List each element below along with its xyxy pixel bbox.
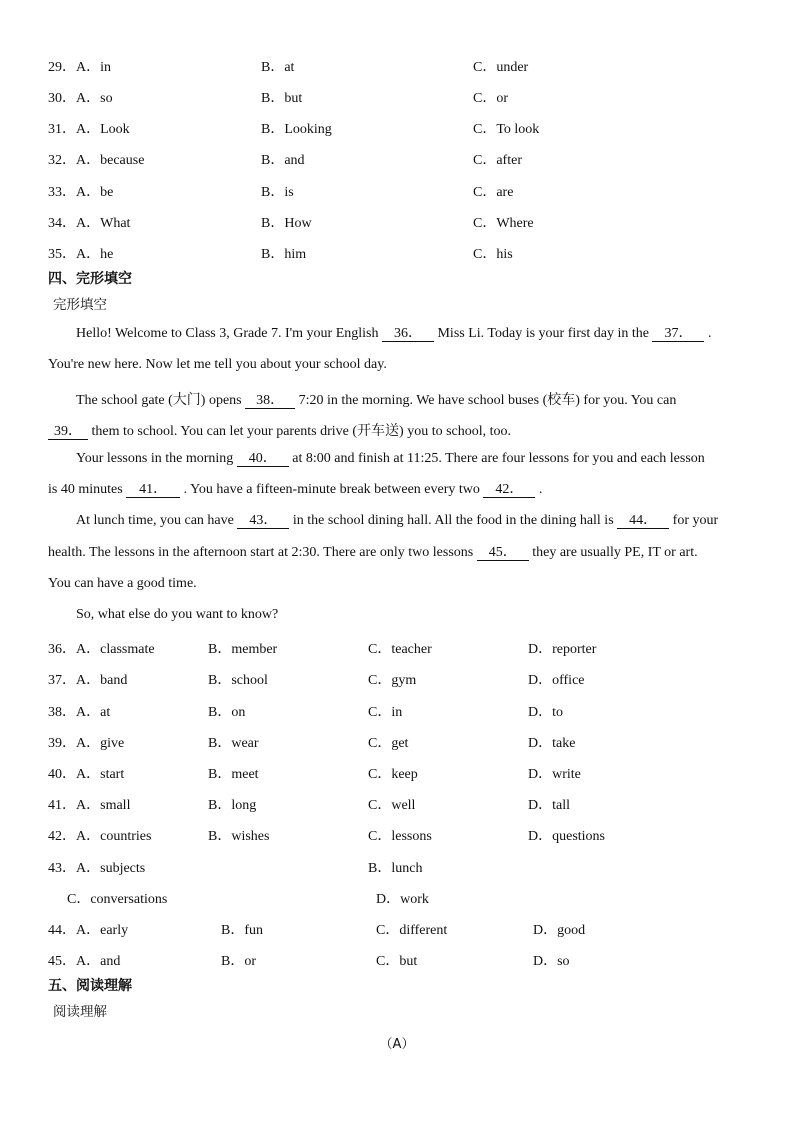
option-a: be	[100, 185, 114, 200]
question-number: 34．A．	[48, 216, 101, 231]
option-c: C．but	[376, 954, 418, 969]
passage-line: is 40 minutes 41． . You have a fifteen-minute break between every two 42． .	[48, 482, 543, 497]
option-a: band	[100, 673, 128, 688]
question-number: 43．A．	[48, 861, 101, 876]
question-43-continued	[48, 888, 748, 908]
passage-line: At lunch time, you can have 43． in the school dining hall. All the food in the dining hall is 44． for your	[76, 513, 719, 528]
question-number: 30．A．	[48, 91, 101, 106]
option-a: because	[100, 153, 145, 168]
option-d: D．good	[533, 923, 586, 938]
option-b: B．or	[221, 954, 256, 969]
passage-line: So, what else do you want to know?	[76, 607, 279, 622]
option-d: D．write	[528, 767, 581, 782]
question-33	[48, 181, 748, 201]
passage-line: The school gate (大门) opens 38． 7:20 in the morning. We have school buses (校车) for you. You can	[76, 393, 677, 408]
option-a: classmate	[100, 642, 155, 657]
question-31	[48, 118, 748, 138]
option-a: in	[100, 60, 112, 75]
blank-39[interactable]: 39．	[48, 425, 88, 440]
option-c: C．To look	[473, 122, 540, 137]
passage-label: （A）	[379, 1037, 415, 1052]
blank-41[interactable]: 41．	[126, 483, 180, 498]
option-c: C．in	[368, 705, 403, 720]
option-b: B．him	[261, 247, 307, 262]
option-c: C．teacher	[368, 642, 432, 657]
option-c: C．different	[376, 923, 448, 938]
option-d: D．office	[528, 673, 585, 688]
option-a: countries	[100, 829, 152, 844]
option-c: C．conversations	[67, 892, 168, 907]
blank-36[interactable]: 36．	[382, 327, 434, 342]
blank-43[interactable]: 43．	[237, 514, 289, 529]
passage-line: health. The lessons in the afternoon start at 2:30. There are only two lessons 45． they are usually PE, IT or art.	[48, 545, 698, 560]
blank-44[interactable]: 44．	[617, 514, 669, 529]
section-heading: 四、完形填空	[48, 271, 132, 287]
option-a: give	[100, 736, 125, 751]
option-b: B．How	[261, 216, 312, 231]
question-29	[48, 56, 748, 76]
option-b: B．lunch	[368, 861, 423, 876]
question-number: 36．A．	[48, 642, 101, 657]
option-b: B．and	[261, 153, 305, 168]
question-number: 45．A．	[48, 954, 101, 969]
option-b: B．wishes	[208, 829, 270, 844]
question-34	[48, 212, 748, 232]
section-heading: 五、阅读理解	[48, 978, 132, 994]
option-b: B．member	[208, 642, 278, 657]
option-c: C．or	[473, 91, 508, 106]
question-number: 40．A．	[48, 767, 101, 782]
option-a: start	[100, 767, 125, 782]
question-32	[48, 149, 748, 169]
option-b: B．wear	[208, 736, 259, 751]
question-40	[48, 763, 748, 783]
option-a: Look	[100, 122, 130, 137]
question-number: 42．A．	[48, 829, 101, 844]
blank-42[interactable]: 42．	[483, 483, 535, 498]
question-30	[48, 87, 748, 107]
option-d: D．take	[528, 736, 576, 751]
blank-40[interactable]: 40．	[237, 452, 289, 467]
option-a: and	[100, 954, 121, 969]
question-number: 38．A．	[48, 705, 101, 720]
option-c: C．his	[473, 247, 513, 262]
blank-45[interactable]: 45．	[477, 546, 529, 561]
question-number: 37．A．	[48, 673, 101, 688]
question-number: 44．A．	[48, 923, 101, 938]
option-a: What	[100, 216, 131, 231]
section-subtitle: 完形填空	[53, 297, 107, 313]
question-number: 33．A．	[48, 185, 101, 200]
option-c: C．are	[473, 185, 514, 200]
blank-38[interactable]: 38．	[245, 394, 295, 409]
option-c: C．well	[368, 798, 416, 813]
passage-line: 39． them to school. You can let your parents drive (开车送) you to school, too.	[48, 420, 746, 440]
blank-37[interactable]: 37．	[652, 327, 704, 342]
option-c: C．under	[473, 60, 529, 75]
section-subtitle: 阅读理解	[53, 1004, 107, 1020]
question-number: 29．A．	[48, 60, 101, 75]
option-a: so	[100, 91, 113, 106]
option-d: D．reporter	[528, 642, 597, 657]
question-42	[48, 825, 748, 845]
option-b: B．fun	[221, 923, 263, 938]
question-38	[48, 701, 748, 721]
question-number: 35．A．	[48, 247, 101, 262]
option-c: C．after	[473, 153, 522, 168]
option-a: early	[100, 923, 129, 938]
question-44	[48, 919, 748, 939]
option-c: C．gym	[368, 673, 417, 688]
option-c: C．keep	[368, 767, 418, 782]
option-d: D．questions	[528, 829, 605, 844]
option-a: he	[100, 247, 114, 262]
option-b: B．meet	[208, 767, 259, 782]
option-b: B．school	[208, 673, 268, 688]
question-35	[48, 243, 748, 263]
question-number: 32．A．	[48, 153, 101, 168]
option-b: B．is	[261, 185, 294, 200]
option-d: D．so	[533, 954, 570, 969]
option-d: D．to	[528, 705, 563, 720]
option-c: C．Where	[473, 216, 534, 231]
option-b: B．at	[261, 60, 295, 75]
option-c: C．get	[368, 736, 409, 751]
option-b: B．long	[208, 798, 257, 813]
option-b: B．but	[261, 91, 303, 106]
option-a: small	[100, 798, 131, 813]
option-d: D．work	[376, 892, 429, 907]
question-39	[48, 732, 748, 752]
question-41	[48, 794, 748, 814]
option-a: subjects	[100, 861, 146, 876]
question-43	[48, 857, 748, 877]
option-b: B．on	[208, 705, 246, 720]
option-a: at	[100, 705, 111, 720]
passage-line: You're new here. Now let me tell you about your school day.	[48, 357, 387, 372]
option-d: D．tall	[528, 798, 570, 813]
question-number: 41．A．	[48, 798, 101, 813]
passage-line: Your lessons in the morning 40． at 8:00 and finish at 11:25. There are four lessons for you and each lesson	[76, 451, 705, 466]
question-number: 31．A．	[48, 122, 101, 137]
passage-line: Hello! Welcome to Class 3, Grade 7. I'm your English 36． Miss Li. Today is your first day in the 37． .	[76, 326, 712, 341]
question-45	[48, 950, 748, 970]
passage-line: You can have a good time.	[48, 576, 197, 591]
question-37	[48, 669, 748, 689]
option-c: C．lessons	[368, 829, 432, 844]
question-36	[48, 638, 748, 658]
question-number: 39．A．	[48, 736, 101, 751]
option-b: B．Looking	[261, 122, 332, 137]
